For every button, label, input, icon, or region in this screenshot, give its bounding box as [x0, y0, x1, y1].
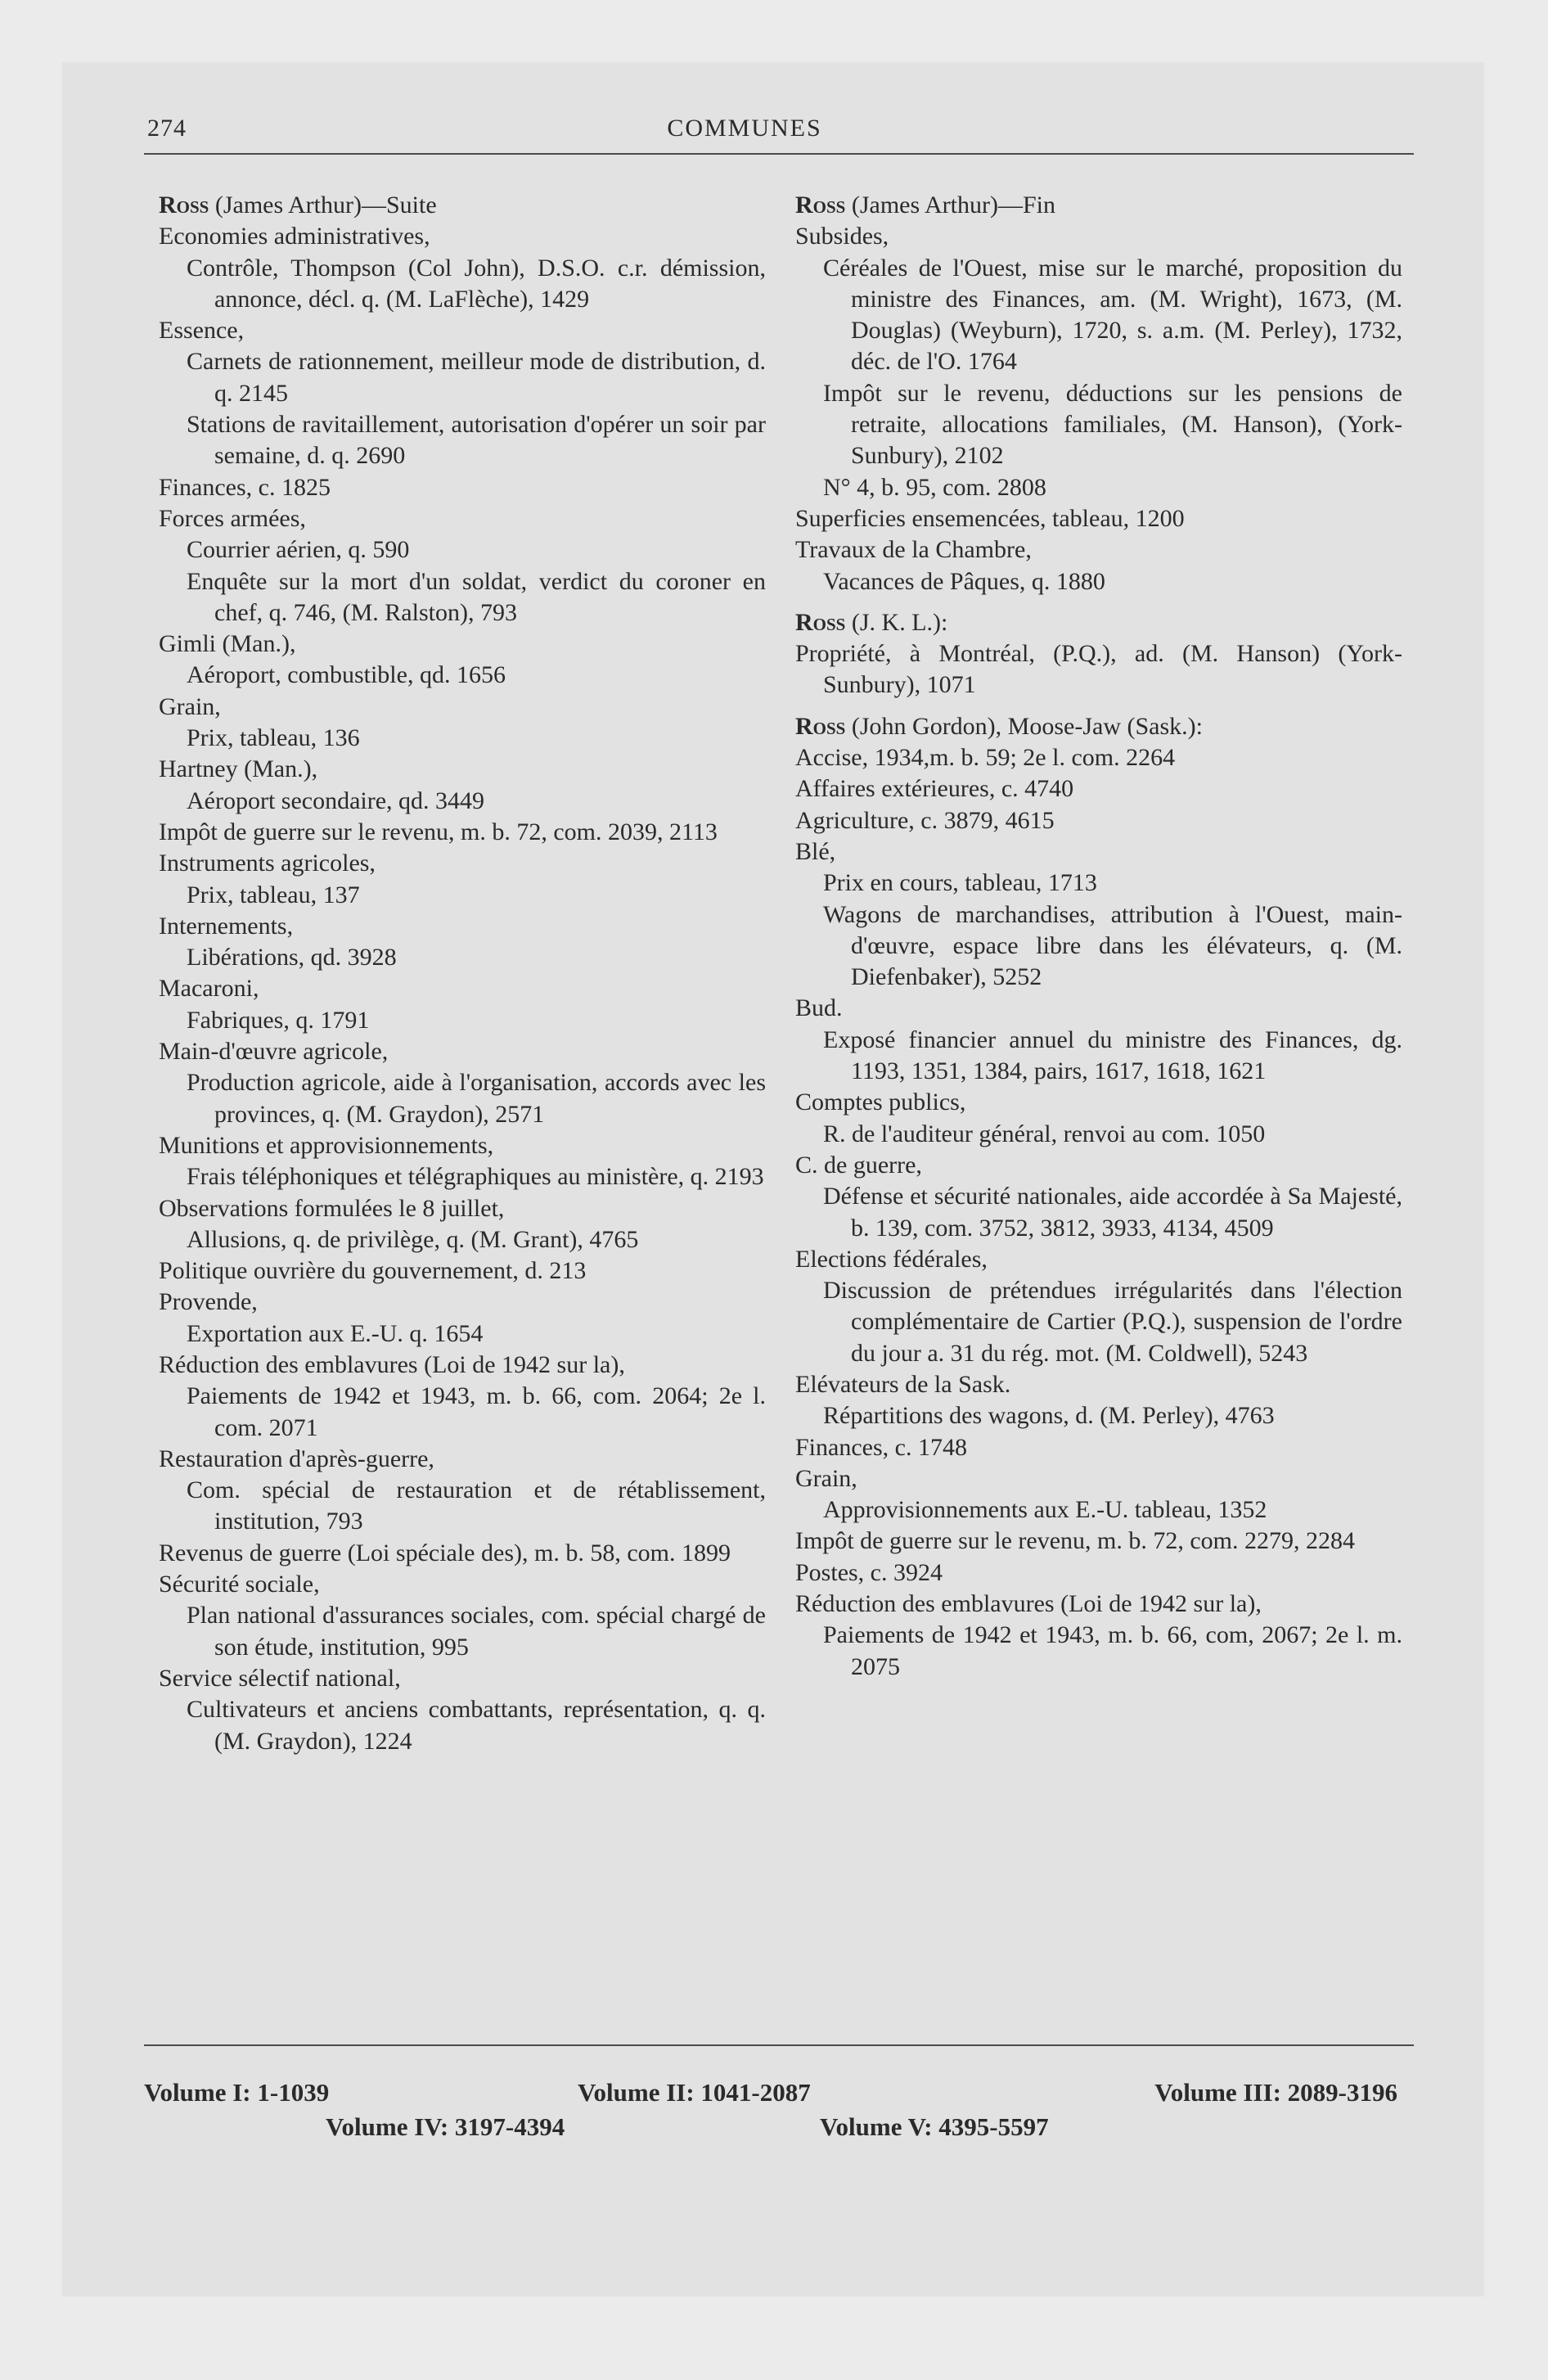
index-subject: Finances, c. 1748 — [795, 1433, 967, 1461]
index-subentry: Exportation aux E.-U. q. 1654 — [187, 1319, 484, 1347]
index-subentry: Carnets de rationnement, meilleur mode de distribution, d. q. 2145 — [187, 348, 766, 407]
index-subentry: Frais téléphoniques et télégraphiques au ministère, q. 2193 — [187, 1163, 764, 1191]
index-subentry: Prix, tableau, 136 — [187, 724, 360, 752]
index-subject: Réduction des emblavures (Loi de 1942 sur la), — [795, 1590, 1262, 1618]
index-subject: Bud. — [795, 994, 843, 1022]
index-column-left — [159, 190, 766, 1757]
index-subject: Service sélectif national, — [159, 1664, 401, 1692]
index-subject: Grain, — [159, 692, 221, 720]
index-subject: Elévateurs de la Sask. — [795, 1370, 1011, 1398]
index-subject: Instruments agricoles, — [159, 850, 376, 877]
index-subentry: Impôt sur le revenu, déductions sur les pensions de retraite, allocations familiales, (M. Hanson), (York-Sunbury), 2102 — [823, 379, 1402, 470]
index-heading — [795, 607, 1402, 638]
footer-rule — [144, 2044, 1414, 2046]
index-subject: Politique ouvrière du gouvernement, d. 213 — [159, 1257, 587, 1285]
index-subject: C. de guerre, — [795, 1151, 922, 1179]
index-subentry: Aéroport, combustible, qd. 1656 — [187, 661, 506, 689]
index-subject: Internements, — [159, 912, 294, 940]
index-subentry: Courrier aérien, q. 590 — [187, 536, 410, 564]
heading-name: Ross — [795, 712, 846, 740]
index-subject: Restauration d'après-guerre, — [159, 1445, 434, 1472]
volume-2-range: Volume II: 1041-2087 — [578, 2078, 811, 2107]
index-subject: Affaires extérieures, c. 4740 — [795, 775, 1074, 803]
index-subentry: Approvisionnements aux E.-U. tableau, 1352 — [823, 1496, 1267, 1524]
index-subject: Munitions et approvisionnements, — [159, 1131, 494, 1159]
index-subject: Forces armées, — [159, 504, 306, 532]
index-subentry: Libérations, qd. 3928 — [187, 944, 397, 971]
index-subentry: Exposé financier annuel du ministre des Finances, dg. 1193, 1351, 1384, pairs, 1617, 1618, 1621 — [823, 1025, 1402, 1085]
index-subentry: Allusions, q. de privilège, q. (M. Grant), 4765 — [187, 1225, 639, 1253]
index-subject: Postes, c. 3924 — [795, 1558, 943, 1586]
index-subject: Macaroni, — [159, 975, 259, 1003]
index-subject: Agriculture, c. 3879, 4615 — [795, 806, 1055, 834]
heading-name: Ross — [795, 608, 846, 636]
volume-4-range: Volume IV: 3197-4394 — [326, 2112, 565, 2141]
index-subject: Revenus de guerre (Loi spéciale des), m. b. 58, com. 1899 — [159, 1539, 731, 1566]
header-rule — [144, 153, 1414, 155]
index-subject: Subsides, — [795, 223, 889, 250]
heading-text: (J. K. L.): — [845, 608, 948, 636]
volume-ranges — [144, 2076, 1414, 2144]
index-subentry: Prix, tableau, 137 — [187, 881, 360, 908]
index-subentry: Contrôle, Thompson (Col John), D.S.O. c.r. démission, annonce, décl. q. (M. LaFlèche), 1429 — [187, 254, 766, 313]
index-subentry: N° 4, b. 95, com. 2808 — [823, 473, 1046, 501]
page-header — [82, 115, 1407, 152]
index-subject: Essence, — [159, 317, 245, 345]
index-subentry: Répartitions des wagons, d. (M. Perley), 4763 — [823, 1402, 1275, 1430]
index-subentry: Production agricole, aide à l'organisation, accords avec les provinces, q. (M. Graydon), 2571 — [187, 1069, 766, 1128]
index-subject: Réduction des emblavures (Loi de 1942 sur la), — [159, 1350, 625, 1378]
index-subject: Hartney (Man.), — [159, 755, 318, 783]
heading-name: Ross — [795, 192, 846, 219]
index-subject: Travaux de la Chambre, — [795, 536, 1032, 564]
index-subject: Finances, c. 1825 — [159, 473, 331, 501]
page-number: 274 — [147, 115, 187, 142]
index-subject: Provende, — [159, 1288, 258, 1316]
index-subentry: Paiements de 1942 et 1943, m. b. 66, com. 2064; 2e l. com. 2071 — [187, 1382, 766, 1441]
heading-name: Ross — [159, 192, 209, 219]
index-subject: Propriété, à Montréal, (P.Q.), ad. (M. Hanson) (York-Sunbury), 1071 — [795, 640, 1402, 699]
index-subject: Impôt de guerre sur le revenu, m. b. 72, com. 2039, 2113 — [159, 818, 718, 845]
volume-5-range: Volume V: 4395-5597 — [820, 2112, 1049, 2141]
index-heading — [795, 711, 1402, 742]
page-title: COMMUNES — [667, 115, 822, 142]
index-subentry: Discussion de prétendues irrégularités dans l'élection complémentaire de Cartier (P.Q.), suspension de l'ordre du jour a. 31 du rég. mot. (M. Coldwell), 5243 — [823, 1277, 1402, 1367]
index-subentry: Céréales de l'Ouest, mise sur le marché, proposition du ministre des Finances, am. (M. Wright), 1673, (M. Douglas) (Weyburn), 1720, s. a.m. (M. Perley), 1732, déc. de l'O. 1764 — [823, 254, 1402, 376]
heading-text: (John Gordon), Moose-Jaw (Sask.): — [845, 712, 1203, 740]
index-subentry: Prix en cours, tableau, 1713 — [823, 869, 1097, 897]
index-subentry: Enquête sur la mort d'un soldat, verdict du coroner en chef, q. 746, (M. Ralston), 793 — [187, 567, 766, 626]
heading-text: (James Arthur)—Fin — [845, 192, 1055, 219]
index-subject: Sécurité sociale, — [159, 1571, 320, 1598]
index-subentry: Cultivateurs et anciens combattants, représentation, q. q. (M. Graydon), 1224 — [187, 1696, 766, 1755]
index-subentry: Fabriques, q. 1791 — [187, 1006, 370, 1034]
index-column-right — [795, 190, 1402, 1683]
index-subject: Comptes publics, — [795, 1089, 966, 1116]
index-subject: Main-d'œuvre agricole, — [159, 1038, 389, 1066]
index-subentry: Vacances de Pâques, q. 1880 — [823, 567, 1105, 595]
index-subentry: Aéroport secondaire, qd. 3449 — [187, 787, 485, 814]
index-subentry: Défense et sécurité nationales, aide accordée à Sa Majesté, b. 139, com. 3752, 3812, 3933, 4134, 4509 — [823, 1183, 1402, 1242]
index-subentry: Com. spécial de restauration et de rétablissement, institution, 793 — [187, 1476, 766, 1535]
heading-text: (James Arthur)—Suite — [209, 192, 437, 219]
index-subject: Gimli (Man.), — [159, 630, 296, 658]
index-subject: Economies administratives, — [159, 223, 430, 250]
index-heading — [795, 190, 1402, 221]
index-subject: Elections fédérales, — [795, 1245, 988, 1273]
index-subject: Accise, 1934,m. b. 59; 2e l. com. 2264 — [795, 744, 1176, 772]
volume-1-range: Volume I: 1-1039 — [144, 2078, 330, 2107]
index-subject: Impôt de guerre sur le revenu, m. b. 72, com. 2279, 2284 — [795, 1527, 1356, 1555]
index-heading — [159, 190, 766, 221]
index-subject: Grain, — [795, 1464, 857, 1492]
index-subentry: R. de l'auditeur général, renvoi au com. 1050 — [823, 1120, 1266, 1147]
index-subentry: Plan national d'assurances sociales, com. spécial chargé de son étude, institution, 995 — [187, 1602, 766, 1661]
index-subject: Observations formulées le 8 juillet, — [159, 1194, 505, 1222]
index-subject: Superficies ensemencées, tableau, 1200 — [795, 504, 1185, 532]
index-subentry: Paiements de 1942 et 1943, m. b. 66, com, 2067; 2e l. m. 2075 — [823, 1621, 1402, 1680]
index-subentry: Wagons de marchandises, attribution à l'Ouest, main-d'œuvre, espace libre dans les élévateurs, q. (M. Diefenbaker), 5252 — [823, 900, 1402, 991]
index-subject: Blé, — [795, 837, 836, 865]
index-subentry: Stations de ravitaillement, autorisation d'opérer un soir par semaine, d. q. 2690 — [187, 411, 766, 470]
volume-3-range: Volume III: 2089-3196 — [1154, 2078, 1397, 2107]
